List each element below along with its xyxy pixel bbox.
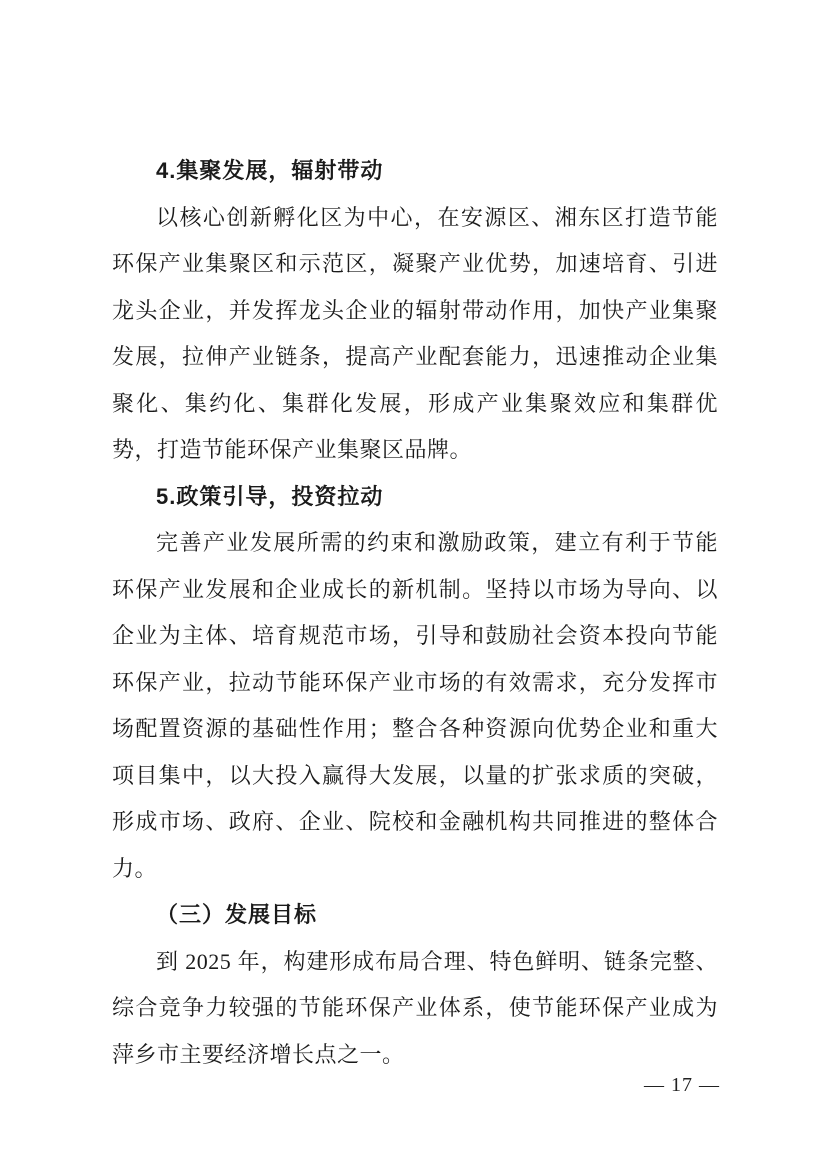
section-heading-development-goals: （三）发展目标 — [156, 902, 318, 927]
page-number: — 17 — — [644, 1074, 720, 1096]
section-heading-5-policy-guidance: 5.政策引导，投资拉动 — [156, 483, 384, 509]
paragraph-development-goals: 到 2025 年，构建形成布局合理、特色鲜明、链条完整、综合竞争力较强的节能环保产业体系，使节能环保产业成为萍乡市主要经济增长点之一。 — [112, 948, 718, 1067]
section-heading-4-cluster-development: 4.集聚发展，辐射带动 — [156, 158, 384, 183]
paragraph-cluster-development: 以核心创新孵化区为中心，在安源区、湘东区打造节能环保产业集聚区和示范区，凝聚产业优势，加速培育、引进龙头企业，并发挥龙头企业的辐射带动作用，加快产业集聚发展，拉伸产业链条，提高产业配套能力，迅速推动企业集聚化、集约化、集群化发展，形成产业集聚效应和集群优势，打造节能环保产业集聚区品牌。 — [112, 204, 718, 462]
page-footer — [114, 1074, 720, 1097]
document-body — [112, 148, 718, 1078]
paragraph-policy-guidance: 完善产业发展所需的约束和激励政策，建立有利于节能环保产业发展和企业成长的新机制。坚持以市场为导向、以企业为主体、培育规范市场，引导和鼓励社会资本投向节能环保产业，拉动节能环保产业市场的有效需求，充分发挥市场配置资源的基础性作用；整合各种资源向优势企业和重大项目集中，以大投入赢得大发展，以量的扩张求质的突破，形成市场、政府、企业、院校和金融机构共同推进的整体合力。 — [112, 530, 718, 881]
